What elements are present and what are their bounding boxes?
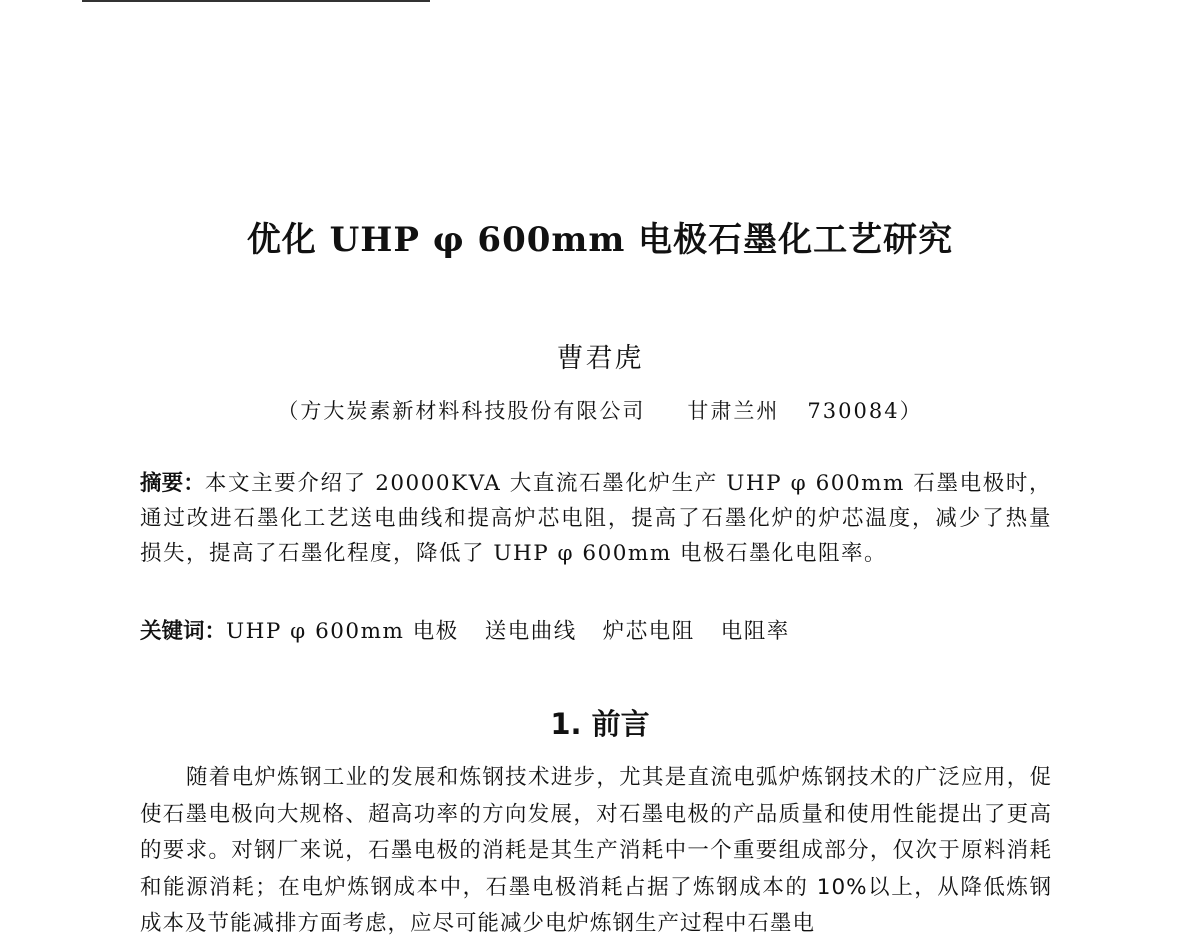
keyword-item: UHP φ 600mm 电极 bbox=[226, 619, 459, 644]
keyword-item: 送电曲线 bbox=[484, 619, 577, 644]
paper-title: 优化 UHP φ 600mm 电极石墨化工艺研究 bbox=[246, 220, 954, 260]
section-paragraph: 随着电炉炼钢工业的发展和炼钢技术进步，尤其是直流电弧炉炼钢技术的广泛应用，促使石墨电极向大规格、超高功率的方向发展，对石墨电极的产品质量和使用性能提出了更高的要求。对钢厂来说，石墨电极的消耗是其生产消耗中一个重要组成部分，仅次于原料消耗和能源消耗；在电炉炼钢成本中，石墨电极消耗占据了炼钢成本的 10%以上，从降低炼钢成本及节能减排方面考虑，应尽可能减少电炉炼钢生产过程中石墨电 bbox=[140, 765, 1052, 936]
abstract-label: 摘要： bbox=[140, 471, 205, 496]
affiliation-location: 甘肃兰州 bbox=[687, 399, 780, 423]
keywords-label: 关键词： bbox=[140, 619, 227, 644]
affiliation-open-paren: （ bbox=[277, 399, 301, 423]
abstract bbox=[140, 466, 1052, 571]
header-rule bbox=[82, 0, 430, 2]
affiliation-organization: 方大炭素新材料科技股份有限公司 bbox=[300, 399, 646, 423]
affiliation-close-paren: ） bbox=[899, 399, 923, 423]
affiliation bbox=[0, 395, 1200, 425]
affiliation-postcode: 730084 bbox=[807, 399, 900, 423]
keyword-item: 炉芯电阻 bbox=[602, 619, 695, 644]
section-heading: 1. 前言 bbox=[550, 707, 650, 741]
keywords bbox=[140, 614, 1052, 649]
abstract-text: 本文主要介绍了 20000KVA 大直流石墨化炉生产 UHP φ 600mm 石墨电极时，通过改进石墨化工艺送电曲线和提高炉芯电阻，提高了石墨化炉的炉芯温度，减少了热量损失，提高了石墨化程度，降低了 UHP φ 600mm 电极石墨化电阻率。 bbox=[140, 471, 1052, 566]
keyword-item: 电阻率 bbox=[720, 619, 790, 644]
author-name: 曹君虎 bbox=[556, 343, 644, 374]
